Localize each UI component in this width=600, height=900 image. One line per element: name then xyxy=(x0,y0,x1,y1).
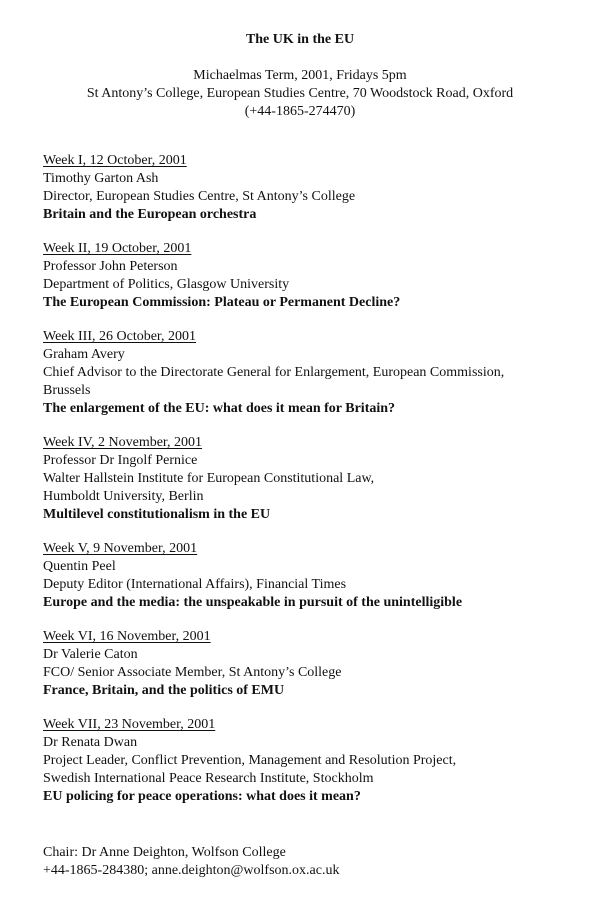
session-affiliation: Department of Politics, Glasgow University xyxy=(43,277,290,292)
chair-contact: +44-1865-284380; anne.deighton@wolfson.ox.ac.uk xyxy=(43,863,340,878)
session-title: Multilevel constitutionalism in the EU xyxy=(43,507,271,522)
session-speaker: Dr Valerie Caton xyxy=(43,647,138,662)
session-week-2 xyxy=(43,240,583,312)
chair-info xyxy=(43,844,583,880)
session-speaker: Quentin Peel xyxy=(43,559,116,574)
session-week-6 xyxy=(43,628,583,700)
venue-line: St Antony’s College, European Studies Centre, 70 Woodstock Road, Oxford xyxy=(86,86,514,101)
term-line: Michaelmas Term, 2001, Fridays 5pm xyxy=(193,68,407,83)
session-title: EU policing for peace operations: what does it mean? xyxy=(43,789,361,804)
session-date: Week I, 12 October, 2001 xyxy=(43,153,187,168)
session-affiliation: Brussels xyxy=(43,383,91,398)
session-speaker: Graham Avery xyxy=(43,347,125,362)
session-week-5 xyxy=(43,540,583,612)
session-affiliation: Director, European Studies Centre, St Antony’s College xyxy=(43,189,356,204)
session-title: Britain and the European orchestra xyxy=(43,207,257,222)
session-title: The enlargement of the EU: what does it mean for Britain? xyxy=(43,401,396,416)
session-speaker: Timothy Garton Ash xyxy=(43,171,159,186)
session-affiliation: FCO/ Senior Associate Member, St Antony’s College xyxy=(43,665,342,680)
session-affiliation: Chief Advisor to the Directorate General for Enlargement, European Commission, xyxy=(43,365,505,380)
session-affiliation: Swedish International Peace Research Institute, Stockholm xyxy=(43,771,374,786)
session-affiliation: Humboldt University, Berlin xyxy=(43,489,204,504)
session-week-7 xyxy=(43,716,583,806)
session-title: Europe and the media: the unspeakable in pursuit of the unintelligible xyxy=(43,595,463,610)
session-title: The European Commission: Plateau or Permanent Decline? xyxy=(43,295,401,310)
session-date: Week IV, 2 November, 2001 xyxy=(43,435,203,450)
session-speaker: Professor Dr Ingolf Pernice xyxy=(43,453,198,468)
session-week-3 xyxy=(43,328,583,418)
session-date: Week V, 9 November, 2001 xyxy=(43,541,198,556)
session-affiliation: Deputy Editor (International Affairs), Financial Times xyxy=(43,577,347,592)
session-affiliation: Project Leader, Conflict Prevention, Management and Resolution Project, xyxy=(43,753,457,768)
session-date: Week II, 19 October, 2001 xyxy=(43,241,192,256)
session-week-4 xyxy=(43,434,583,524)
session-title: France, Britain, and the politics of EMU xyxy=(43,683,285,698)
chair-name: Chair: Dr Anne Deighton, Wolfson College xyxy=(43,845,286,860)
session-week-1 xyxy=(43,152,583,224)
session-date: Week III, 26 October, 2001 xyxy=(43,329,197,344)
session-speaker: Professor John Peterson xyxy=(43,259,178,274)
session-date: Week VII, 23 November, 2001 xyxy=(43,717,216,732)
document-title: The UK in the EU xyxy=(245,32,355,47)
session-speaker: Dr Renata Dwan xyxy=(43,735,138,750)
phone-line: (+44-1865-274470) xyxy=(244,104,356,119)
session-affiliation: Walter Hallstein Institute for European Constitutional Law, xyxy=(43,471,375,486)
session-date: Week VI, 16 November, 2001 xyxy=(43,629,211,644)
